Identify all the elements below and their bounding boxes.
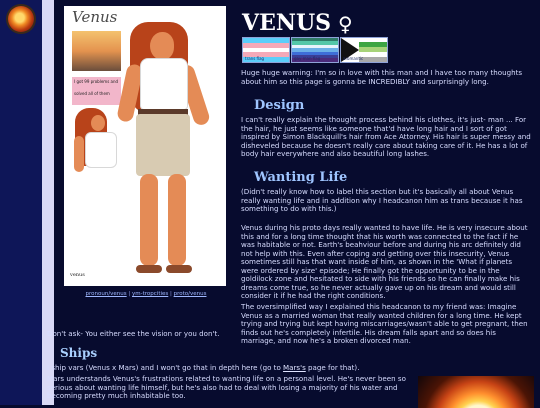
aro-flag	[340, 37, 388, 63]
main-character-figure	[120, 22, 220, 280]
sidebar-strip	[42, 0, 54, 405]
wanting-life-text-4: Don't ask- You either see the vision or you don't.	[47, 329, 220, 338]
wanting-life-text-2: Venus during his proto days really wanted to have life. He is very insecure about this and for a long time thought that his worth was connected to the fact if he was habitable or not. Earth's beahviour before and during his arc definitely did not help with this. Even after coping and getting over this insecurity, Venus sometimes still has that want inside of him, as shown in the 'What if planets were ordered by size' episode; He finally got the opportunity to be in the goldilock zone and hesitated to side with his friends so he can finally make his dreams come true, so he never actually gave up on his dream and would still consider it if he had the right conditions.	[241, 223, 528, 300]
character-art	[64, 6, 226, 286]
ships-heading: Ships	[60, 346, 98, 360]
art-mini-panel	[72, 31, 121, 71]
wanting-life-heading: Wanting Life	[254, 170, 348, 185]
design-text: I can't really explain the thought process behind his clothes, it's just- man ... For the hair, he just seems like someone that'd have long hair and I sort of got inspired by Simon Blackquill's hair from Ace Attorney. His hair is super messy and disheveled because he doesn't really care about taking care of it. He has a lot of body hair everywhere and also beautiful long lashes.	[241, 115, 531, 158]
gay-flag	[291, 37, 339, 63]
credit-link-2[interactable]: ym-tropcities	[132, 291, 169, 297]
sidebar	[0, 0, 42, 405]
art-signature: venus	[70, 272, 85, 278]
ships-text-1: I ship vars (Venus x Mars) and I won't go that in depth here (go to	[47, 363, 284, 372]
credit-link-1[interactable]: pronoun/venus	[85, 291, 127, 297]
sun-icon[interactable]	[8, 6, 34, 32]
art-caption-2: solved all of them	[74, 91, 110, 96]
credit-link-3[interactable]: proto/venus	[173, 291, 207, 297]
trans-flag	[242, 37, 290, 63]
mini-character	[72, 108, 122, 182]
aro-flag-label: aromantic	[343, 56, 364, 61]
ships-text-2: page for that).	[305, 363, 360, 372]
wanting-life-text-3: The oversimplified way I explained this headcanon to my friend was: Imagine Venus as a married woman that really wanted children for a long time. He kept trying and trying but kept having miscarriages/wasn't able to get pregnant, then finds out he's completely infertile. His dream falls apart and so does his marriage, and now he's a broken divorced man.	[241, 302, 528, 345]
venus-symbol-icon: ♀	[338, 12, 353, 36]
page-title: VENUS	[242, 10, 332, 36]
ships-text-1-container	[47, 364, 407, 373]
art-caption-panel	[72, 77, 121, 105]
ships-text-3: Mars understands Venus's frustrations related to wanting life on a personal level. He's never been so serious about wanting life himself, but he's also had to deal with losing a majority of his water and becoming pretty much inhabitable too.	[47, 374, 406, 400]
design-heading: Design	[254, 98, 305, 113]
art-caption-1: I got 99 problems and	[74, 79, 119, 84]
wanting-life-text-1: (Didn't really know how to label this section but it's basically all about Venus really wanting life and in addition why I headcanon him as trans because it has something to do with this.)	[241, 187, 523, 213]
trans-flag-label: trans flag	[245, 56, 265, 61]
mars-page-link[interactable]: Mars's	[283, 363, 306, 372]
intro-text: Huge huge warning: I'm so in love with this man and I have too many thoughts about him so this page is gonna be INCREDIBLY and surprisingly long.	[241, 68, 523, 86]
art-credit-links: pronoun/venus | ym-tropcities | proto/venus	[85, 291, 207, 297]
gay-flag-label: gay man flag	[294, 56, 321, 61]
art-title: Venus	[72, 8, 118, 26]
sun-planet-image	[418, 376, 534, 408]
